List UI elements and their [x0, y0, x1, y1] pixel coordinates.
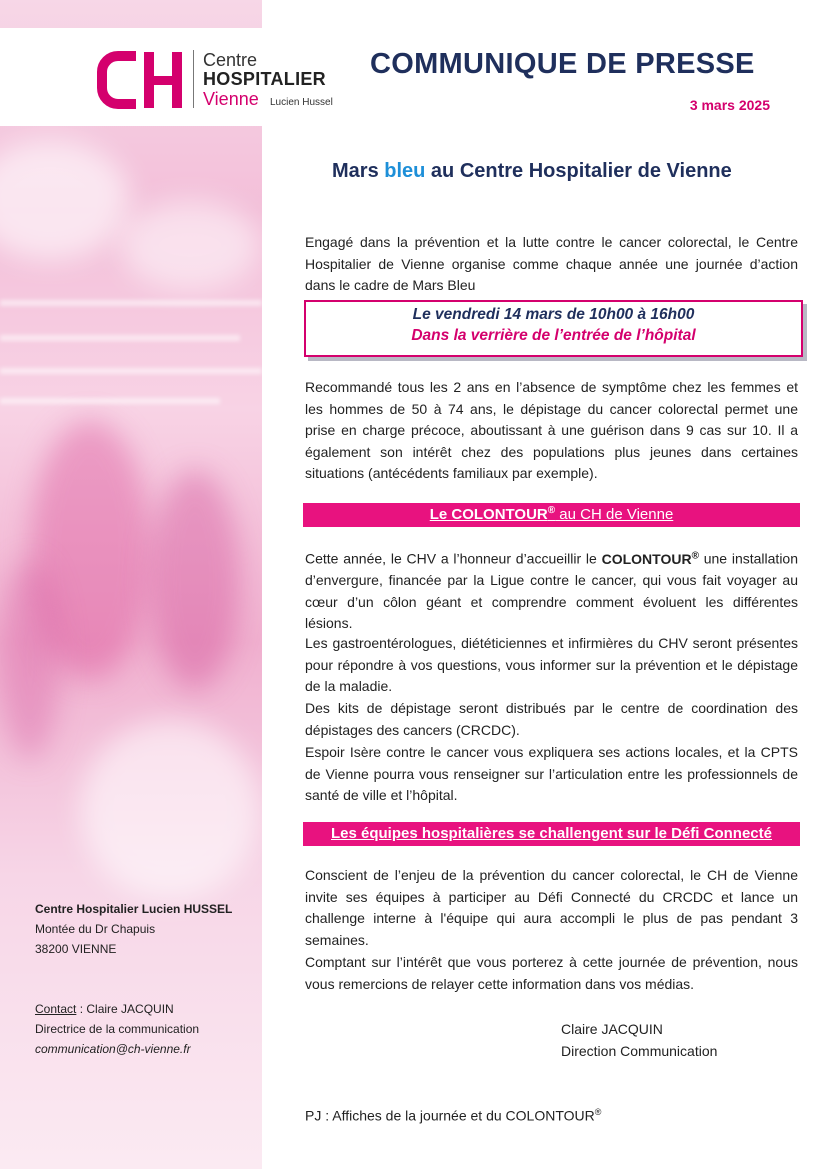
section-colontour-title: Le COLONTOUR — [429, 506, 548, 523]
defi-paragraph: Conscient de l’enjeu de la prévention du cancer colorectal, le CH de Vienne invite ses équipes à participer au Défi Connecté du CRCDC et lance un challenge interne à l'équipe qui aura accompli le plus de pas pendant 3 semaines. — [305, 867, 798, 948]
colontour-name: COLONTOUR — [601, 550, 692, 567]
logo-text-hospitalier: HOSPITALIER — [203, 69, 326, 89]
registered-mark: ® — [691, 550, 699, 561]
address-block — [35, 899, 232, 959]
headline-start: Mars — [332, 160, 385, 182]
logo-text-centre: Centre — [203, 50, 258, 70]
registered-mark: ® — [547, 505, 556, 516]
logo-text-lucien-hussel: Lucien Hussel — [270, 97, 333, 108]
side-photo-panel — [0, 0, 262, 1169]
contact-label: Contact — [35, 1002, 77, 1016]
colontour-text-start: Cette année, le CHV a l’honneur d’accueillir le — [305, 550, 602, 567]
contact-block — [35, 999, 199, 1059]
address-street: Montée du Dr Chapuis — [35, 922, 156, 936]
screening-paragraph: Recommandé tous les 2 ans en l’absence de symptôme chez les femmes et les hommes de 50 à 74 ans, le dépistage du cancer colorectal permet une prise en charge précoce, aboutissant à une guérison dans 9 cas sur 10. Il a également son intérêt chez des populations plus jeunes dans certaines situations (antécédents familiaux par exemple). — [305, 379, 798, 481]
staff-paragraph: Les gastroentérologues, diététiciennes et infirmières du CHV seront présentes pour répondre à vos questions, vous informer sur la prévention et le dépistage de la maladie. — [305, 635, 798, 694]
logo-separator — [193, 50, 194, 108]
address-org: Centre Hospitalier Lucien HUSSEL — [35, 902, 233, 916]
event-place: Dans la verrière de l’entrée de l’hôpital — [411, 327, 696, 344]
contact-role: Directrice de la communication — [35, 1022, 200, 1036]
signature-name: Claire JACQUIN — [561, 1021, 663, 1037]
registered-mark: ® — [594, 1107, 602, 1117]
address-city: 38200 VIENNE — [35, 942, 117, 956]
colontour-text-end: une installation d’envergure, financée par la Ligue contre le cancer, qui vous fait voyager au cœur d’un côlon géant et comprendre comment évoluent les différentes lésions. — [305, 550, 798, 632]
signature-role: Direction Communication — [561, 1042, 718, 1059]
document-date: 3 mars 2025 — [689, 97, 770, 113]
closing-paragraph: Comptant sur l’intérêt que vous porterez à cette journée de prévention, nous vous remercions de relayer cette information dans vos médias. — [305, 954, 798, 992]
attachments-text: PJ : Affiches de la journée et du COLONTOUR — [305, 1107, 595, 1124]
event-box — [304, 300, 803, 357]
headline — [332, 160, 732, 183]
section-colontour-title-rest: au CH de Vienne — [555, 506, 674, 523]
logo-text-vienne: Vienne — [203, 89, 259, 109]
contact-name: : Claire JACQUIN — [76, 1002, 174, 1016]
contact-email-link[interactable]: communication@ch-vienne.fr — [35, 1042, 191, 1056]
section-defi-heading: Les équipes hospitalières se challengent sur le Défi Connecté — [303, 822, 800, 846]
headline-end: au Centre Hospitalier de Vienne — [425, 160, 732, 182]
signature — [561, 1019, 717, 1062]
document-title: COMMUNIQUE DE PRESSE — [370, 48, 755, 80]
event-date: Le vendredi 14 mars de 10h00 à 16h00 — [412, 306, 695, 323]
headline-accent: bleu — [384, 160, 426, 182]
attachments-note — [305, 1107, 601, 1124]
colontour-paragraph — [305, 545, 798, 635]
section-colontour-heading — [303, 503, 800, 527]
ch-logo-icon — [96, 48, 192, 112]
kits-paragraph: Des kits de dépistage seront distribués par le centre de coordination des dépistages des cancers (CRCDC). — [305, 700, 798, 738]
espoir-paragraph: Espoir Isère contre le cancer vous expliquera ses actions locales, et la CPTS de Vienne pourra vous renseigner sur l’articulation entre les professionnels de santé de ville et l’hôpital. — [305, 744, 798, 803]
intro-paragraph: Engagé dans la prévention et la lutte contre le cancer colorectal, le Centre Hospitalier de Vienne organise comme chaque année une journée d’action dans le cadre de Mars Bleu — [305, 234, 798, 293]
